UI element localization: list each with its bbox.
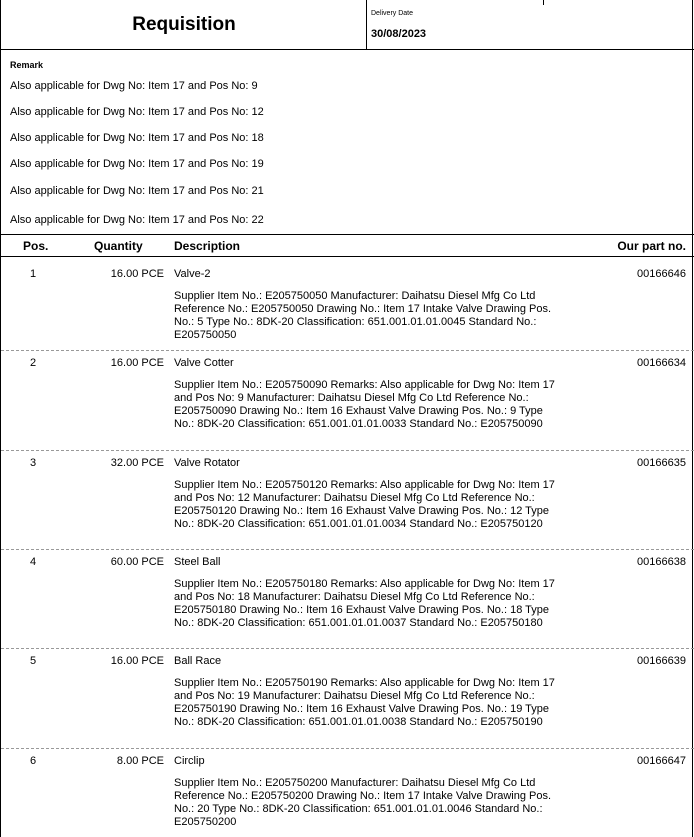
row-quantity: 16.00 PCE (110, 268, 164, 280)
row-description: Valve Rotator (174, 457, 240, 469)
column-header-description: Description (174, 239, 241, 253)
remark-line: Also applicable for Dwg No: Item 17 and Pos No: 12 (10, 106, 264, 118)
row-part-no: 00166639 (637, 655, 686, 667)
header-top-tick (543, 0, 544, 5)
row-description: Circlip (174, 755, 205, 767)
column-header-quantity: Quantity (94, 239, 143, 253)
row-quantity: 60.00 PCE (110, 556, 164, 568)
row-detail: Supplier Item No.: E205750090 Remarks: Also applicable for Dwg No: Item 17 and Pos No: 9 Manufacturer: Daihatsu Diesel Mfg Co Ltd Reference No.: E205750090 Drawing No.: Item 16 Exhaust Valve Drawing Pos. No.: 9 Type No.: 8DK-20 Classification: 651.001.01.01.0033 Standard No.: E205750090 (174, 379, 555, 430)
row-pos: 2 (29, 357, 37, 369)
row-part-no: 00166634 (637, 357, 686, 369)
remark-line: Also applicable for Dwg No: Item 17 and Pos No: 22 (10, 214, 264, 226)
row-detail: Supplier Item No.: E205750200 Manufacturer: Daihatsu Diesel Mfg Co Ltd Reference No.: E205750200 Drawing No.: Item 17 Intake Valve Drawing Pos. No.: 20 Type No.: 8DK-20 Classification: 651.001.01.01.0046 Standard No.: E205750200 (174, 777, 552, 828)
row-description: Valve Cotter (174, 357, 234, 369)
remark-line: Also applicable for Dwg No: Item 17 and Pos No: 18 (10, 132, 264, 144)
row-quantity: 8.00 PCE (116, 755, 164, 767)
table-row (1, 262, 694, 351)
row-pos: 3 (29, 457, 37, 469)
column-header-pos: Pos. (23, 239, 49, 253)
delivery-date-label: Delivery Date (371, 10, 414, 17)
delivery-date-value: 30/08/2023 (371, 28, 427, 40)
page-title: Requisition (132, 13, 236, 35)
table-row (1, 749, 694, 837)
remark-line: Also applicable for Dwg No: Item 17 and Pos No: 19 (10, 158, 264, 170)
table-row (1, 550, 694, 649)
row-quantity: 16.00 PCE (110, 655, 164, 667)
row-pos: 5 (29, 655, 37, 667)
row-description: Valve-2 (174, 268, 211, 280)
row-quantity: 32.00 PCE (110, 457, 164, 469)
row-part-no: 00166635 (637, 457, 686, 469)
table-row (1, 649, 694, 749)
table-row (1, 351, 694, 451)
row-part-no: 00166647 (637, 755, 686, 767)
remark-line: Also applicable for Dwg No: Item 17 and Pos No: 9 (10, 80, 258, 92)
row-detail: Supplier Item No.: E205750050 Manufacturer: Daihatsu Diesel Mfg Co Ltd Reference No.: E205750050 Drawing No.: Item 17 Intake Valve Drawing Pos. No.: 5 Type No.: 8DK-20 Classification: 651.001.01.01.0045 Standard No.: E205750050 (174, 290, 552, 341)
row-detail: Supplier Item No.: E205750190 Remarks: Also applicable for Dwg No: Item 17 and Pos No: 19 Manufacturer: Daihatsu Diesel Mfg Co Ltd Reference No.: E205750190 Drawing No.: Item 16 Exhaust Valve Drawing Pos. No.: 19 Type No.: 8DK-20 Classification: 651.001.01.01.0038 Standard No.: E205750190 (174, 677, 555, 728)
items-table-header (1, 234, 694, 257)
remark-label: Remark (10, 60, 44, 70)
row-description: Ball Race (174, 655, 222, 667)
requisition-header (1, 0, 694, 50)
row-detail: Supplier Item No.: E205750180 Remarks: Also applicable for Dwg No: Item 17 and Pos No: 18 Manufacturer: Daihatsu Diesel Mfg Co Ltd Reference No.: E205750180 Drawing No.: Item 16 Exhaust Valve Drawing Pos. No.: 18 Type No.: 8DK-20 Classification: 651.001.01.01.0037 Standard No.: E205750180 (174, 578, 555, 629)
row-pos: 6 (29, 755, 37, 767)
remark-line: Also applicable for Dwg No: Item 17 and Pos No: 21 (10, 185, 264, 197)
column-header-part-no: Our part no. (617, 239, 686, 253)
row-detail: Supplier Item No.: E205750120 Remarks: Also applicable for Dwg No: Item 17 and Pos No: 12 Manufacturer: Daihatsu Diesel Mfg Co Ltd Reference No.: E205750120 Drawing No.: Item 16 Exhaust Valve Drawing Pos. No.: 12 Type No.: 8DK-20 Classification: 651.001.01.01.0034 Standard No.: E205750120 (174, 479, 555, 530)
row-pos: 1 (29, 268, 37, 280)
table-row (1, 451, 694, 550)
header-divider (366, 0, 367, 49)
row-pos: 4 (29, 556, 37, 568)
row-quantity: 16.00 PCE (110, 357, 164, 369)
row-part-no: 00166646 (637, 268, 686, 280)
row-part-no: 00166638 (637, 556, 686, 568)
row-description: Steel Ball (174, 556, 221, 568)
